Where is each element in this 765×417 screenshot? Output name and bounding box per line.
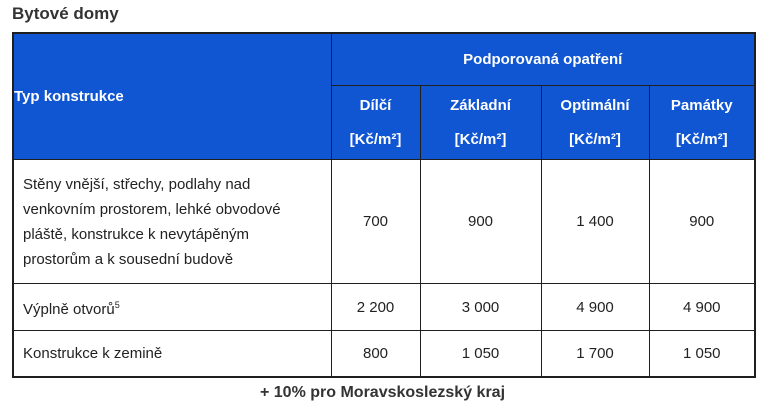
row-label-line: venkovním prostorem, lehké obvodové xyxy=(23,200,281,218)
row-label-line: Konstrukce k zemině xyxy=(23,345,163,362)
row-label xyxy=(13,331,331,378)
column-header-zakladni xyxy=(420,86,541,160)
row-label xyxy=(13,284,331,331)
value-cell: 2 200 xyxy=(331,284,420,331)
value-cell: 1 400 xyxy=(541,160,649,284)
page-title: Bytové domy xyxy=(12,4,119,23)
supported-measures-header: Podporovaná opatření xyxy=(331,33,755,86)
value-cell: 900 xyxy=(420,160,541,284)
subsidy-table xyxy=(12,32,756,378)
column-unit: [Kč/m²] xyxy=(454,130,507,148)
footnote-marker: 5 xyxy=(114,299,120,310)
value-cell: 900 xyxy=(649,160,755,284)
column-header-dilci xyxy=(331,86,420,160)
column-name: Základní xyxy=(450,96,511,114)
row-label xyxy=(13,160,331,284)
value-cell: 3 000 xyxy=(420,284,541,331)
row-label-line: Výplně otvorů xyxy=(23,300,115,318)
value-cell: 1 050 xyxy=(420,331,541,378)
row-label-line: prostorům a k sousední budově xyxy=(23,250,234,268)
value-cell: 1 050 xyxy=(649,331,755,378)
column-unit: [Kč/m²] xyxy=(569,130,621,148)
table-row xyxy=(13,284,755,331)
row-label-line: pláště, konstrukce k nevytápěným xyxy=(23,225,249,243)
value-cell: 1 700 xyxy=(541,331,649,378)
regional-bonus-note: + 10% pro Moravskoslezský kraj xyxy=(259,384,506,401)
value-cell: 800 xyxy=(331,331,420,378)
column-name: Památky xyxy=(670,96,733,114)
column-unit: [Kč/m²] xyxy=(675,130,728,148)
table-row xyxy=(13,331,755,378)
column-header-optimalni xyxy=(541,86,649,160)
construction-type-header: Typ konstrukce xyxy=(13,33,331,160)
value-cell: 700 xyxy=(331,160,420,284)
value-cell: 4 900 xyxy=(649,284,755,331)
column-header-pamatky xyxy=(649,86,755,160)
column-name: Dílčí xyxy=(359,96,392,114)
column-unit: [Kč/m²] xyxy=(349,130,402,148)
header-row-top xyxy=(13,33,755,86)
row-label-line: Stěny vnější, střechy, podlahy nad xyxy=(23,175,251,193)
table-row xyxy=(13,160,755,284)
value-cell: 4 900 xyxy=(541,284,649,331)
column-name: Optimální xyxy=(560,96,630,114)
